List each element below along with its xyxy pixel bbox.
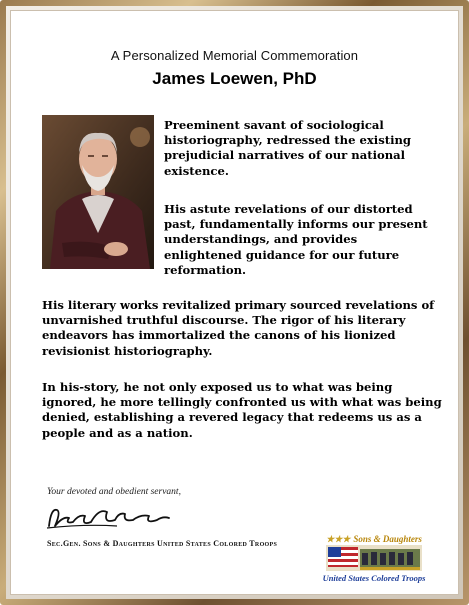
handwritten-signature bbox=[45, 502, 175, 534]
paragraph-revelations: His astute revelations of our distorted past, fundamentally informs our present understandings, and provides enlightened guidance for our future reformation. bbox=[164, 202, 428, 277]
logo-top-line bbox=[318, 533, 430, 545]
honoree-name: James Loewen, PhD bbox=[152, 69, 317, 88]
paragraph-tribute: Preeminent savant of sociological historiography, redressed the existing prejudicial narratives of our national existence. bbox=[164, 118, 412, 178]
flag-and-troops-icon bbox=[326, 545, 422, 571]
closing-line: Your devoted and obedient servant, bbox=[47, 487, 181, 497]
logo-top-text: Sons & Daughters bbox=[353, 534, 422, 544]
portrait-illustration bbox=[42, 115, 154, 269]
memorial-page bbox=[10, 10, 459, 595]
paragraph-legacy: In his-story, he not only exposed us to what was being ignored, he more tellingly confronted us with what was being denied, establishing a revered legacy that redeems us as a people and as a nation. bbox=[42, 380, 442, 440]
logo-bottom-text: United States Colored Troops bbox=[322, 573, 426, 583]
memorial-subtitle: A Personalized Memorial Commemoration bbox=[110, 48, 359, 63]
stars-icon: ★★★ bbox=[326, 534, 351, 544]
portrait-photo bbox=[42, 115, 154, 269]
paragraph-literary-works: His literary works revitalized primary sourced revelations of unvarnished truthful discourse. The rigor of his literary endeavors has immortalized the canons of his lionized revisionist historiography. bbox=[42, 298, 435, 358]
signatory-title: Sec.Gen. Sons & Daughters United States Colored Troops bbox=[47, 539, 278, 548]
organization-logo bbox=[318, 533, 430, 585]
